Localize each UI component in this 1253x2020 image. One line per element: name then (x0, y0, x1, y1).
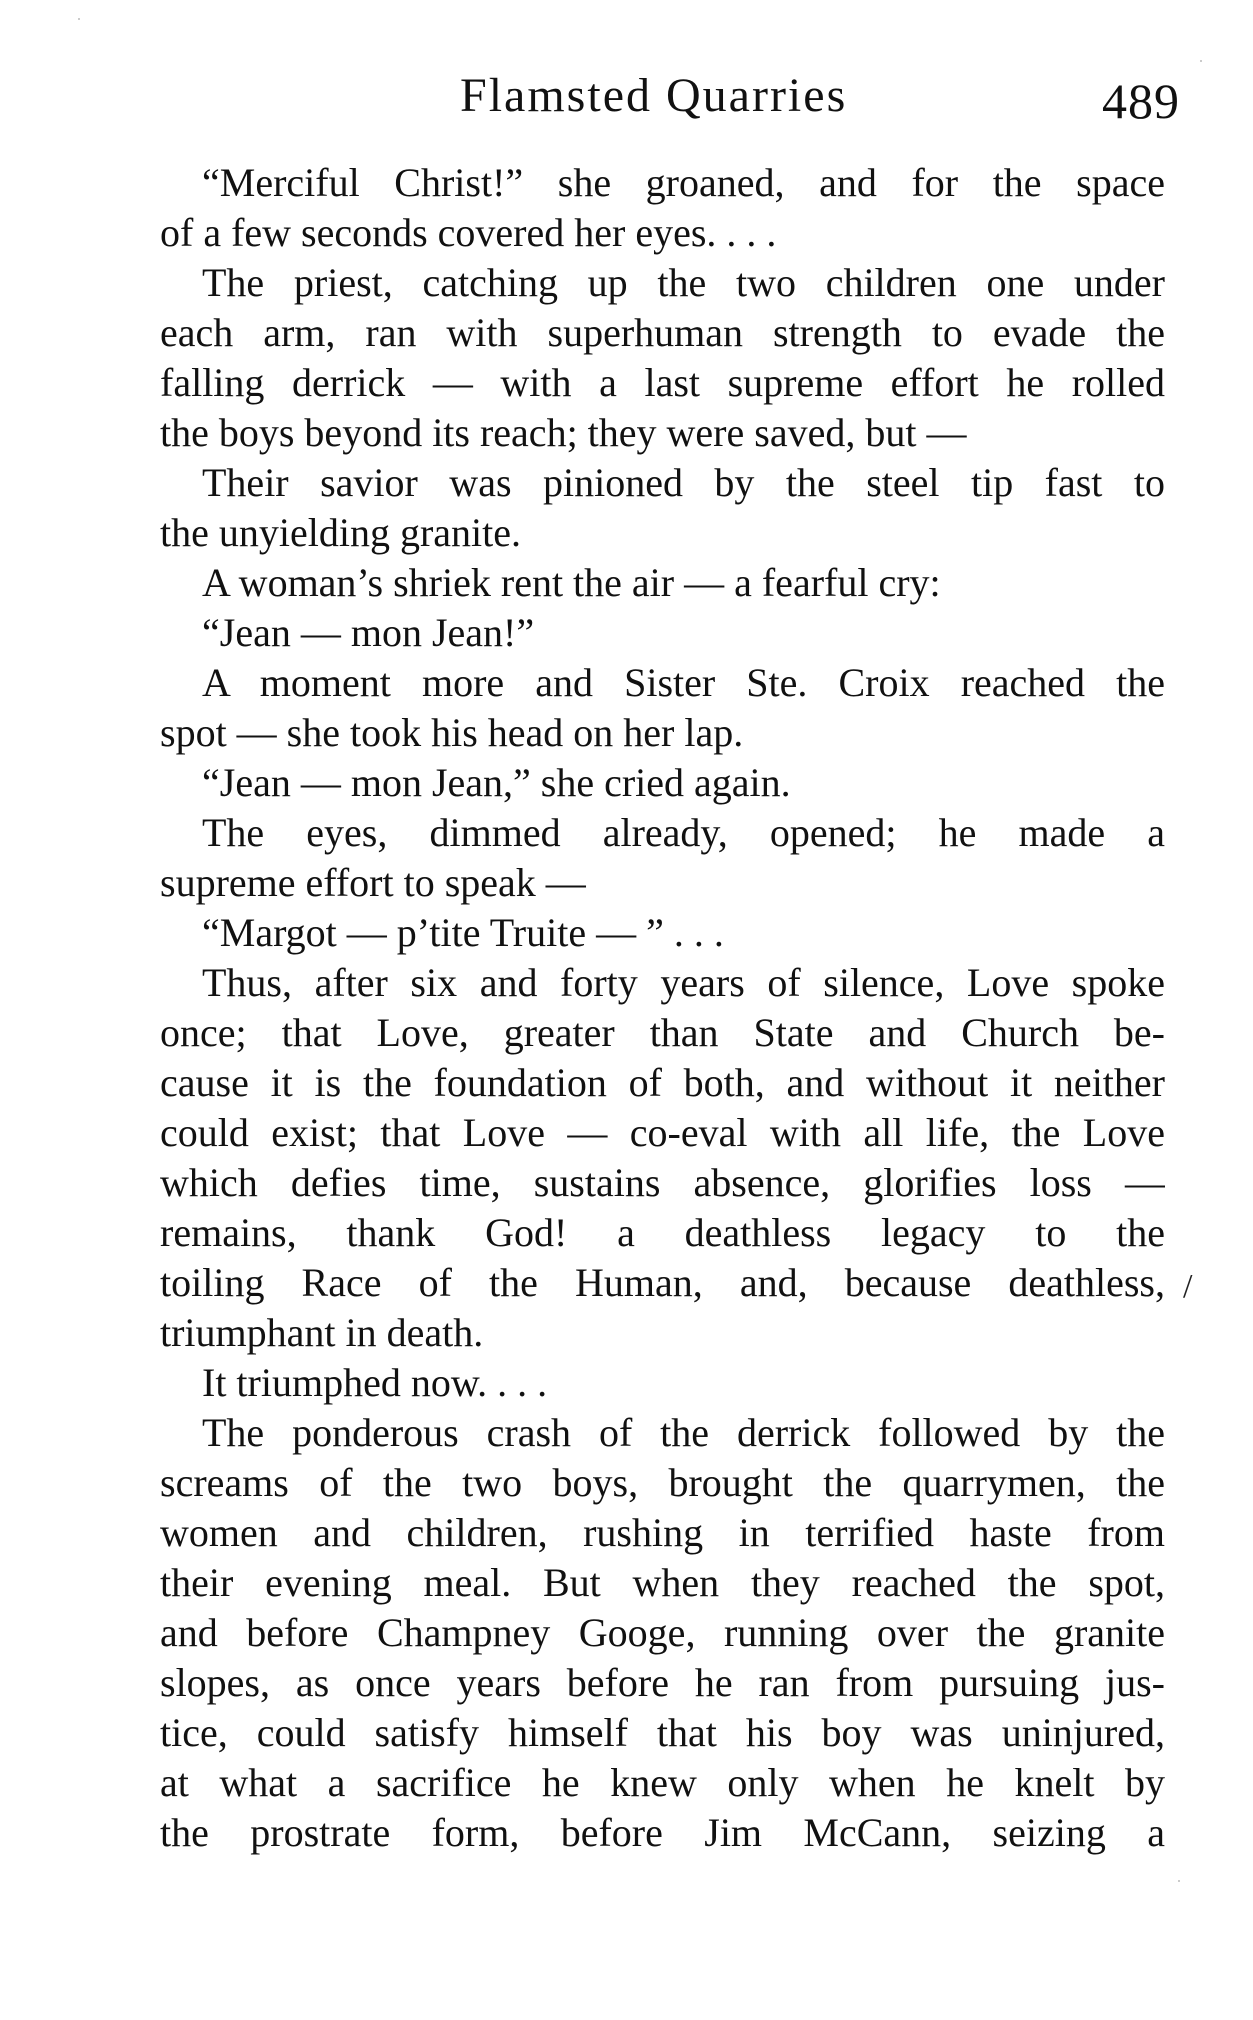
text-line: screams of the two boys, brought the quarrymen, the (160, 1460, 1165, 1505)
running-head (160, 68, 1180, 138)
text-line: Their savior was pinioned by the steel tip fast to (202, 460, 1165, 505)
text-line: of a few seconds covered her eyes. . . . (160, 210, 777, 255)
text-line: triumphant in death. (160, 1310, 484, 1355)
text-line: each arm, ran with superhuman strength to evade the (160, 310, 1165, 355)
text-line: tice, could satisfy himself that his boy was uninjured, (160, 1710, 1165, 1755)
text-line: their evening meal. But when they reached the spot, (160, 1560, 1165, 1605)
text-line: the boys beyond its reach; they were saved, but — (160, 410, 967, 455)
text-line: cause it is the foundation of both, and without it neither (160, 1060, 1165, 1105)
text-line: “Merciful Christ!” she groaned, and for the space (202, 160, 1165, 205)
page-number: 489 (1102, 73, 1180, 129)
text-line: slopes, as once years before he ran from pursuing jus- (160, 1660, 1165, 1705)
text-line: which defies time, sustains absence, glorifies loss — (160, 1160, 1165, 1205)
text-line: women and children, rushing in terrified haste from (160, 1510, 1165, 1555)
text-line: Thus, after six and forty years of silence, Love spoke (202, 960, 1165, 1005)
paper-speck (1178, 1880, 1180, 1882)
text-line: “Jean — mon Jean!” (202, 610, 535, 655)
text-line: at what a sacrifice he knew only when he knelt by (160, 1760, 1165, 1805)
text-line: It triumphed now. . . . (202, 1360, 548, 1405)
margin-mark: / (1183, 1268, 1193, 1305)
text-line: The ponderous crash of the derrick followed by the (202, 1410, 1165, 1455)
text-line: and before Champney Googe, running over the granite (160, 1610, 1165, 1655)
text-line: could exist; that Love — co-eval with all life, the Love (160, 1110, 1165, 1155)
text-line: the unyielding granite. (160, 510, 522, 555)
text-line: toiling Race of the Human, and, because deathless, (160, 1260, 1165, 1305)
text-line: falling derrick — with a last supreme effort he rolled (160, 360, 1165, 405)
text-line: A moment more and Sister Ste. Croix reached the (202, 660, 1165, 705)
text-line: The eyes, dimmed already, opened; he made a (202, 810, 1165, 855)
running-title: Flamsted Quarries (460, 69, 848, 122)
text-line: “Jean — mon Jean,” she cried again. (202, 760, 791, 805)
text-line: The priest, catching up the two children one under (202, 260, 1165, 305)
paper-speck (78, 18, 80, 20)
text-line: spot — she took his head on her lap. (160, 710, 744, 755)
text-line: the prostrate form, before Jim McCann, seizing a (160, 1810, 1165, 1855)
text-line: “Margot — p’tite Truite — ” . . . (202, 910, 724, 955)
text-line: remains, thank God! a deathless legacy to the (160, 1210, 1165, 1255)
text-line: supreme effort to speak — (160, 860, 586, 905)
text-line: A woman’s shriek rent the air — a fearful cry: (202, 560, 941, 605)
text-line: once; that Love, greater than State and Church be- (160, 1010, 1165, 1055)
body-text (160, 158, 1165, 1858)
paper-speck (1200, 60, 1202, 62)
